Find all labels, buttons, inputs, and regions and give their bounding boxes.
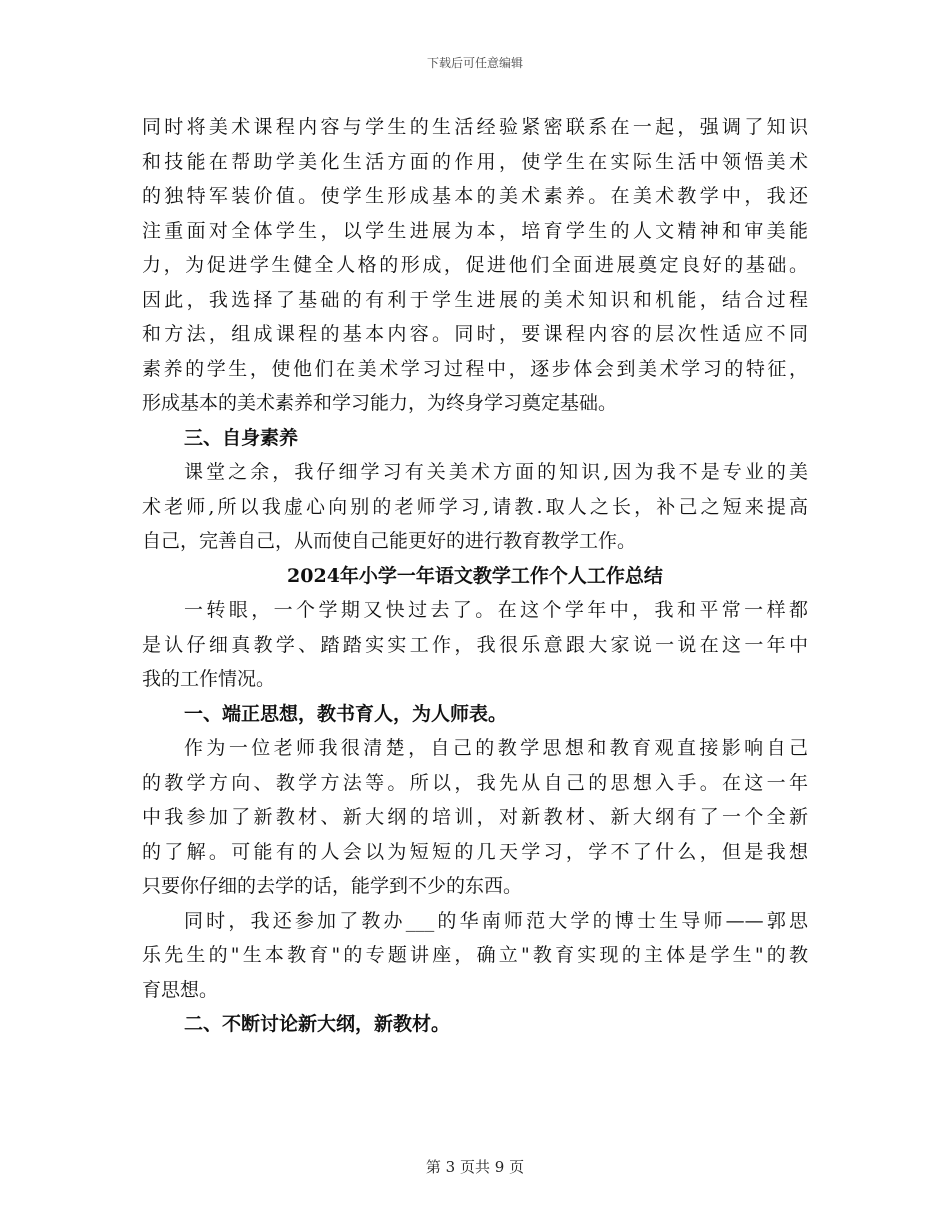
paragraph-line: 注重面对全体学生，以学生进展为本，培育学生的人文精神和审美能 xyxy=(142,219,808,242)
document-body xyxy=(142,110,808,1042)
paragraph-line: 中我参加了新教材、新大纲的培训，对新教材、新大纲有了一个全新 xyxy=(142,806,808,828)
paragraph-line: 因此，我选择了基础的有利于学生进展的美术知识和机能，结合过程 xyxy=(142,288,808,311)
paragraph-line: 乐先生的"生本教育"的专题讲座，确立"教育实现的主体是学生"的教 xyxy=(142,944,808,966)
paragraph-line: 素养的学生，使他们在美术学习过程中，逐步体会到美术学习的特征， xyxy=(142,357,808,380)
paragraph-line: 和方法，组成课程的基本内容。同时，要课程内容的层次性适应不同 xyxy=(142,323,808,345)
section-heading: 二、不断讨论新大纲，新教材。 xyxy=(184,1013,451,1035)
section-heading: 三、自身素养 xyxy=(184,426,299,449)
paragraph-line: 课堂之余，我仔细学习有关美术方面的知识,因为我不是专业的美 xyxy=(184,461,808,483)
paragraph-line: 只要你仔细的去学的话，能学到不少的东西。 xyxy=(142,875,523,897)
paragraph-line: 同时，我还参加了教办___的华南师范大学的博士生导师——郭思 xyxy=(184,909,808,932)
paragraph-line: 作为一位老师我很清楚，自己的教学思想和教育观直接影响自己 xyxy=(184,737,808,759)
paragraph-line: 育思想。 xyxy=(142,978,219,1001)
paragraph-line: 形成基本的美术素养和学习能力，为终身学习奠定基础。 xyxy=(142,392,618,414)
paragraph-line: 和技能在帮助学美化生活方面的作用，使学生在实际生活中领悟美术 xyxy=(142,150,808,173)
paragraph-line: 术老师,所以我虚心向别的老师学习,请教.取人之长，补己之短来提高 xyxy=(142,495,808,518)
paragraph-line: 的了解。可能有的人会以为短短的几天学习，学不了什么，但是我想 xyxy=(142,840,808,863)
page-header-note: 下载后可任意编辑 xyxy=(426,56,523,70)
paragraph-line: 一转眼，一个学期又快过去了。在这个学年中，我和平常一样都 xyxy=(184,599,808,621)
paragraph-line: 的独特军装价值。使学生形成基本的美术素养。在美术教学中，我还 xyxy=(142,185,808,207)
section-heading: 一、端正思想，教书育人，为人师表。 xyxy=(184,702,508,725)
paragraph-line: 我的工作情况。 xyxy=(142,668,276,690)
paragraph-line: 同时将美术课程内容与学生的生活经验紧密联系在一起，强调了知识 xyxy=(142,116,808,138)
paragraph-line: 力，为促进学生健全人格的形成，促进他们全面进展奠定良好的基础。 xyxy=(142,254,808,276)
paragraph-line: 是认仔细真教学、踏踏实实工作，我很乐意跟大家说一说在这一年中 xyxy=(142,633,808,656)
paragraph-line: 自己，完善自己，从而使自己能更好的进行教育教学工作。 xyxy=(142,530,637,552)
paragraph-line: 的教学方向、教学方法等。所以，我先从自己的思想入手。在这一年 xyxy=(142,771,808,794)
document-title: 2024年小学一年语文教学工作个人工作总结 xyxy=(287,564,663,587)
page-number: 第 3 页共 9 页 xyxy=(425,1158,525,1176)
